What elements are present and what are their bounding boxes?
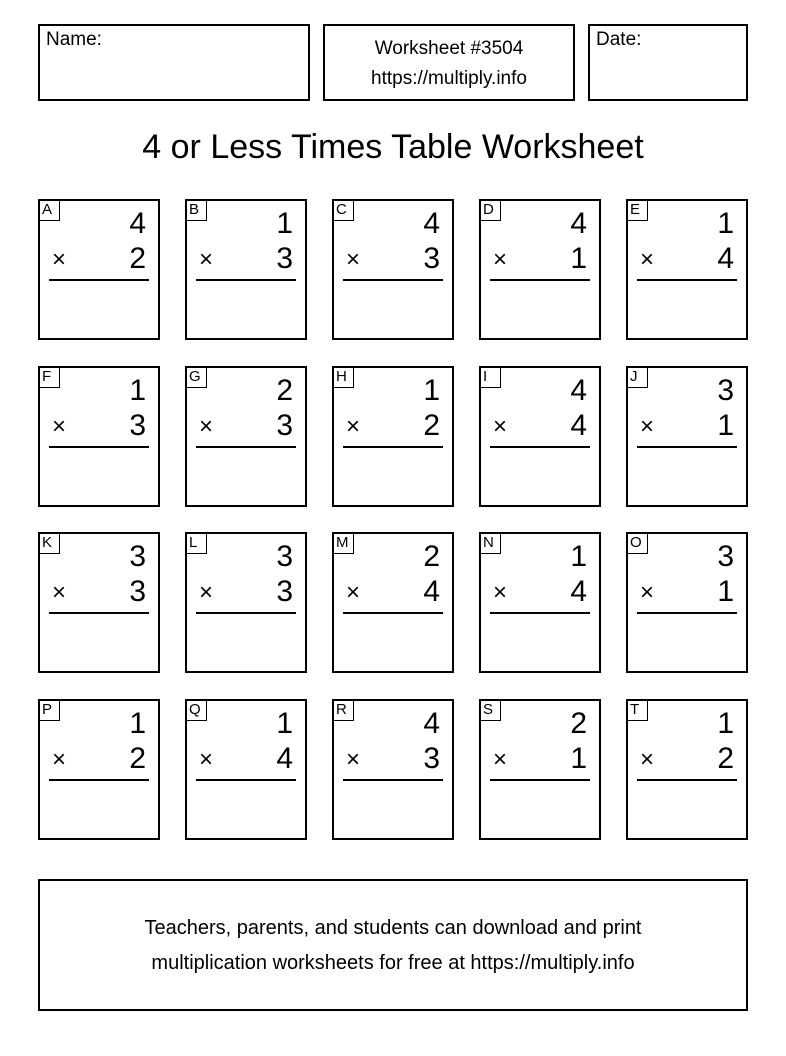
multiply-sign: × — [640, 579, 655, 606]
answer-line — [637, 612, 737, 614]
answer-line — [196, 612, 296, 614]
multiplier: 4 — [570, 575, 587, 608]
problem-letter: I — [479, 366, 501, 388]
answer-line — [490, 779, 590, 781]
multiplicand: 4 — [129, 207, 146, 240]
problem-letter: J — [626, 366, 648, 388]
problem-letter: F — [38, 366, 60, 388]
multiplicand: 4 — [570, 374, 587, 407]
multiplicand: 1 — [570, 540, 587, 573]
answer-line — [490, 446, 590, 448]
multiply-sign: × — [346, 579, 361, 606]
problem-letter: S — [479, 699, 501, 721]
problem-letter: O — [626, 532, 648, 554]
problem-letter: P — [38, 699, 60, 721]
date-box — [588, 24, 748, 101]
multiplicand: 1 — [717, 207, 734, 240]
problem-letter: R — [332, 699, 354, 721]
multiplier: 1 — [570, 742, 587, 775]
problem-box-c — [332, 199, 454, 340]
answer-line — [637, 446, 737, 448]
answer-line — [637, 779, 737, 781]
problem-letter: C — [332, 199, 354, 221]
multiplicand: 2 — [570, 707, 587, 740]
footer-line-2: multiplication worksheets for free at https://multiply.info — [151, 952, 635, 974]
problem-letter: B — [185, 199, 207, 221]
multiply-sign: × — [493, 246, 508, 273]
multiplier: 4 — [423, 575, 440, 608]
multiplicand: 2 — [276, 374, 293, 407]
multiplicand: 2 — [423, 540, 440, 573]
problem-box-a — [38, 199, 160, 340]
multiplicand: 3 — [717, 374, 734, 407]
problem-box-q — [185, 699, 307, 840]
multiply-sign: × — [199, 246, 214, 273]
answer-line — [49, 779, 149, 781]
problem-box-b — [185, 199, 307, 340]
problem-box-r — [332, 699, 454, 840]
answer-line — [49, 279, 149, 281]
multiplier: 3 — [129, 409, 146, 442]
worksheet-info-box — [323, 24, 575, 101]
multiply-sign: × — [640, 246, 655, 273]
problem-letter: A — [38, 199, 60, 221]
multiplicand: 3 — [129, 540, 146, 573]
multiply-sign: × — [52, 246, 67, 273]
answer-line — [343, 612, 443, 614]
multiply-sign: × — [493, 746, 508, 773]
multiplier: 3 — [276, 242, 293, 275]
multiplicand: 1 — [129, 707, 146, 740]
multiplicand: 3 — [717, 540, 734, 573]
problem-letter: N — [479, 532, 501, 554]
multiply-sign: × — [52, 746, 67, 773]
answer-line — [49, 612, 149, 614]
problem-letter: G — [185, 366, 207, 388]
multiply-sign: × — [199, 413, 214, 440]
multiplier: 1 — [570, 242, 587, 275]
problem-letter: E — [626, 199, 648, 221]
multiplier: 1 — [717, 409, 734, 442]
answer-line — [343, 779, 443, 781]
multiplicand: 4 — [423, 207, 440, 240]
multiplier: 3 — [423, 242, 440, 275]
problem-box-g — [185, 366, 307, 507]
problem-letter: H — [332, 366, 354, 388]
multiplier: 3 — [276, 575, 293, 608]
name-label: Name: — [46, 29, 102, 50]
problem-letter: D — [479, 199, 501, 221]
multiplier: 2 — [423, 409, 440, 442]
date-label: Date: — [596, 29, 642, 50]
problem-letter: Q — [185, 699, 207, 721]
problem-box-j — [626, 366, 748, 507]
problem-letter: L — [185, 532, 207, 554]
multiplicand: 1 — [276, 207, 293, 240]
multiplier: 4 — [276, 742, 293, 775]
worksheet-url[interactable]: https://multiply.info — [371, 68, 527, 89]
answer-line — [343, 279, 443, 281]
multiplier: 3 — [129, 575, 146, 608]
problem-letter: K — [38, 532, 60, 554]
problem-box-k — [38, 532, 160, 673]
answer-line — [490, 279, 590, 281]
problem-box-h — [332, 366, 454, 507]
footer-box — [38, 879, 748, 1011]
multiplier: 2 — [717, 742, 734, 775]
multiply-sign: × — [640, 413, 655, 440]
problem-box-o — [626, 532, 748, 673]
multiply-sign: × — [346, 746, 361, 773]
multiply-sign: × — [346, 413, 361, 440]
footer-line-1: Teachers, parents, and students can download and print — [144, 917, 642, 939]
page-title: 4 or Less Times Table Worksheet — [142, 128, 644, 166]
multiplier: 4 — [717, 242, 734, 275]
problem-box-s — [479, 699, 601, 840]
multiply-sign: × — [199, 746, 214, 773]
problem-box-i — [479, 366, 601, 507]
problem-letter: M — [332, 532, 354, 554]
problem-box-n — [479, 532, 601, 673]
problem-box-t — [626, 699, 748, 840]
multiplicand: 1 — [423, 374, 440, 407]
multiplicand: 3 — [276, 540, 293, 573]
multiply-sign: × — [346, 246, 361, 273]
answer-line — [343, 446, 443, 448]
problem-box-m — [332, 532, 454, 673]
problem-box-l — [185, 532, 307, 673]
multiplier: 3 — [276, 409, 293, 442]
multiply-sign: × — [493, 413, 508, 440]
multiplicand: 4 — [570, 207, 587, 240]
multiplier: 2 — [129, 742, 146, 775]
problem-letter: T — [626, 699, 648, 721]
answer-line — [196, 446, 296, 448]
multiply-sign: × — [52, 413, 67, 440]
answer-line — [196, 779, 296, 781]
problem-box-f — [38, 366, 160, 507]
multiplier: 3 — [423, 742, 440, 775]
worksheet-number: Worksheet #3504 — [374, 38, 524, 59]
name-box — [38, 24, 310, 101]
problem-box-d — [479, 199, 601, 340]
multiply-sign: × — [493, 579, 508, 606]
answer-line — [490, 612, 590, 614]
multiplicand: 4 — [423, 707, 440, 740]
multiply-sign: × — [199, 579, 214, 606]
multiplicand: 1 — [276, 707, 293, 740]
multiply-sign: × — [640, 746, 655, 773]
multiplicand: 1 — [717, 707, 734, 740]
multiply-sign: × — [52, 579, 67, 606]
answer-line — [196, 279, 296, 281]
answer-line — [637, 279, 737, 281]
multiplicand: 1 — [129, 374, 146, 407]
multiplier: 4 — [570, 409, 587, 442]
multiplier: 1 — [717, 575, 734, 608]
problem-box-e — [626, 199, 748, 340]
multiplier: 2 — [129, 242, 146, 275]
problem-box-p — [38, 699, 160, 840]
answer-line — [49, 446, 149, 448]
